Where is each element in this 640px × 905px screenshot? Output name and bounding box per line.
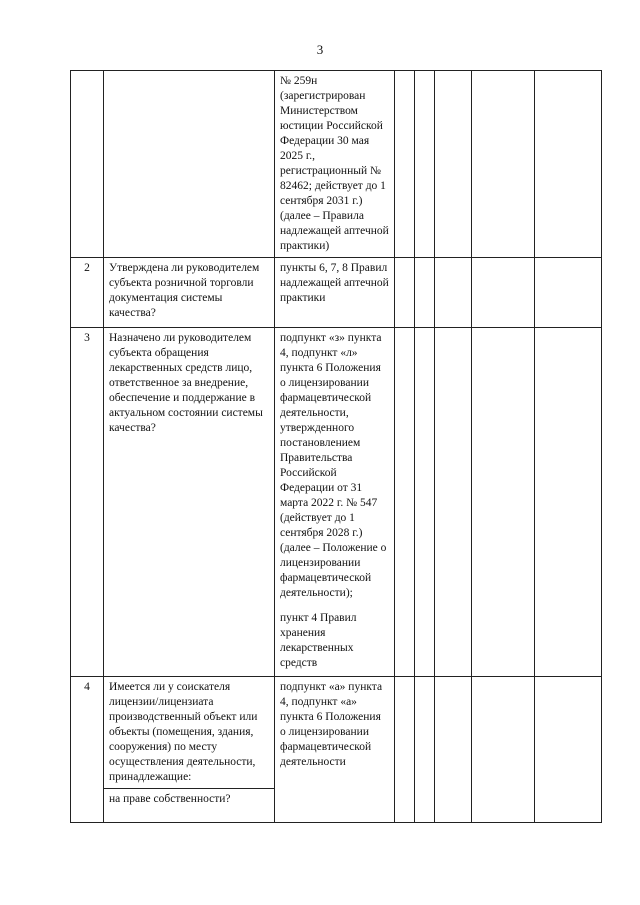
notes-cell xyxy=(535,677,602,823)
answer-cell-yes xyxy=(395,71,415,258)
checklist-table xyxy=(70,70,602,823)
answer-cell-yes xyxy=(395,258,415,328)
notes-cell xyxy=(535,258,602,328)
legal-basis-cell xyxy=(275,328,395,677)
answer-cell-na xyxy=(435,258,472,328)
answer-cell-na xyxy=(435,71,472,258)
notes-cell xyxy=(535,71,602,258)
answer-cell-na xyxy=(435,677,472,823)
sub-question-cell: на праве собственности? xyxy=(104,789,275,823)
answer-cell-extra xyxy=(472,677,535,823)
table-row xyxy=(71,677,602,789)
legal-basis-text: пункт 4 Правил хранения лекарственных средств xyxy=(280,612,357,669)
answer-cell-yes xyxy=(395,328,415,677)
question-cell: Имеется ли у соискателя лицензии/лицензиата производственный объект или объекты (помещения, здания, сооружения) по месту осуществления деятельности, принадлежащие: xyxy=(104,677,275,789)
legal-basis-cell xyxy=(275,258,395,328)
legal-basis-cell xyxy=(275,71,395,258)
row-number: 3 xyxy=(71,328,104,677)
legal-basis-text: подпункт «а» пункта 4, подпункт «а» пункта 6 Положения о лицензировании фармацевтической деятельности xyxy=(280,681,383,768)
legal-basis-text: пункты 6, 7, 8 Правил надлежащей аптечной практики xyxy=(280,262,389,304)
legal-basis-cell xyxy=(275,677,395,823)
answer-cell-yes xyxy=(395,677,415,823)
row-number: 2 xyxy=(71,258,104,328)
answer-cell-na xyxy=(435,328,472,677)
legal-basis-text: подпункт «з» пункта 4, подпункт «л» пункта 6 Положения о лицензировании фармацевтической деятельности, утвержденного постановлением Правительства Российской Федерации от 31 марта 2022 г. № 547 (действует до 1 сентября 2028 г.) (далее – Положение о лицензировании фармацевтической деятельности); xyxy=(280,332,387,599)
row-number xyxy=(71,71,104,258)
row-number: 4 xyxy=(71,677,104,823)
table-row xyxy=(71,328,602,677)
answer-cell-no xyxy=(415,328,435,677)
answer-cell-extra xyxy=(472,328,535,677)
answer-cell-no xyxy=(415,71,435,258)
notes-cell xyxy=(535,328,602,677)
answer-cell-no xyxy=(415,258,435,328)
answer-cell-extra xyxy=(472,71,535,258)
question-cell: Утверждена ли руководителем субъекта розничной торговли документация системы качества? xyxy=(104,258,275,328)
answer-cell-no xyxy=(415,677,435,823)
legal-basis-text: № 259н (зарегистрирован Министерством юстиции Российской Федерации 30 мая 2025 г., регистрационный № 82462; действует до 1 сентября 2031 г.) (далее – Правила надлежащей аптечной практики) xyxy=(280,75,389,252)
page-number: 3 xyxy=(316,42,324,57)
table-row xyxy=(71,258,602,328)
table-row xyxy=(71,71,602,258)
answer-cell-extra xyxy=(472,258,535,328)
question-cell: Назначено ли руководителем субъекта обращения лекарственных средств лицо, ответственное за внедрение, обеспечение и поддержание в актуальном состоянии системы качества? xyxy=(104,328,275,677)
question-cell xyxy=(104,71,275,258)
